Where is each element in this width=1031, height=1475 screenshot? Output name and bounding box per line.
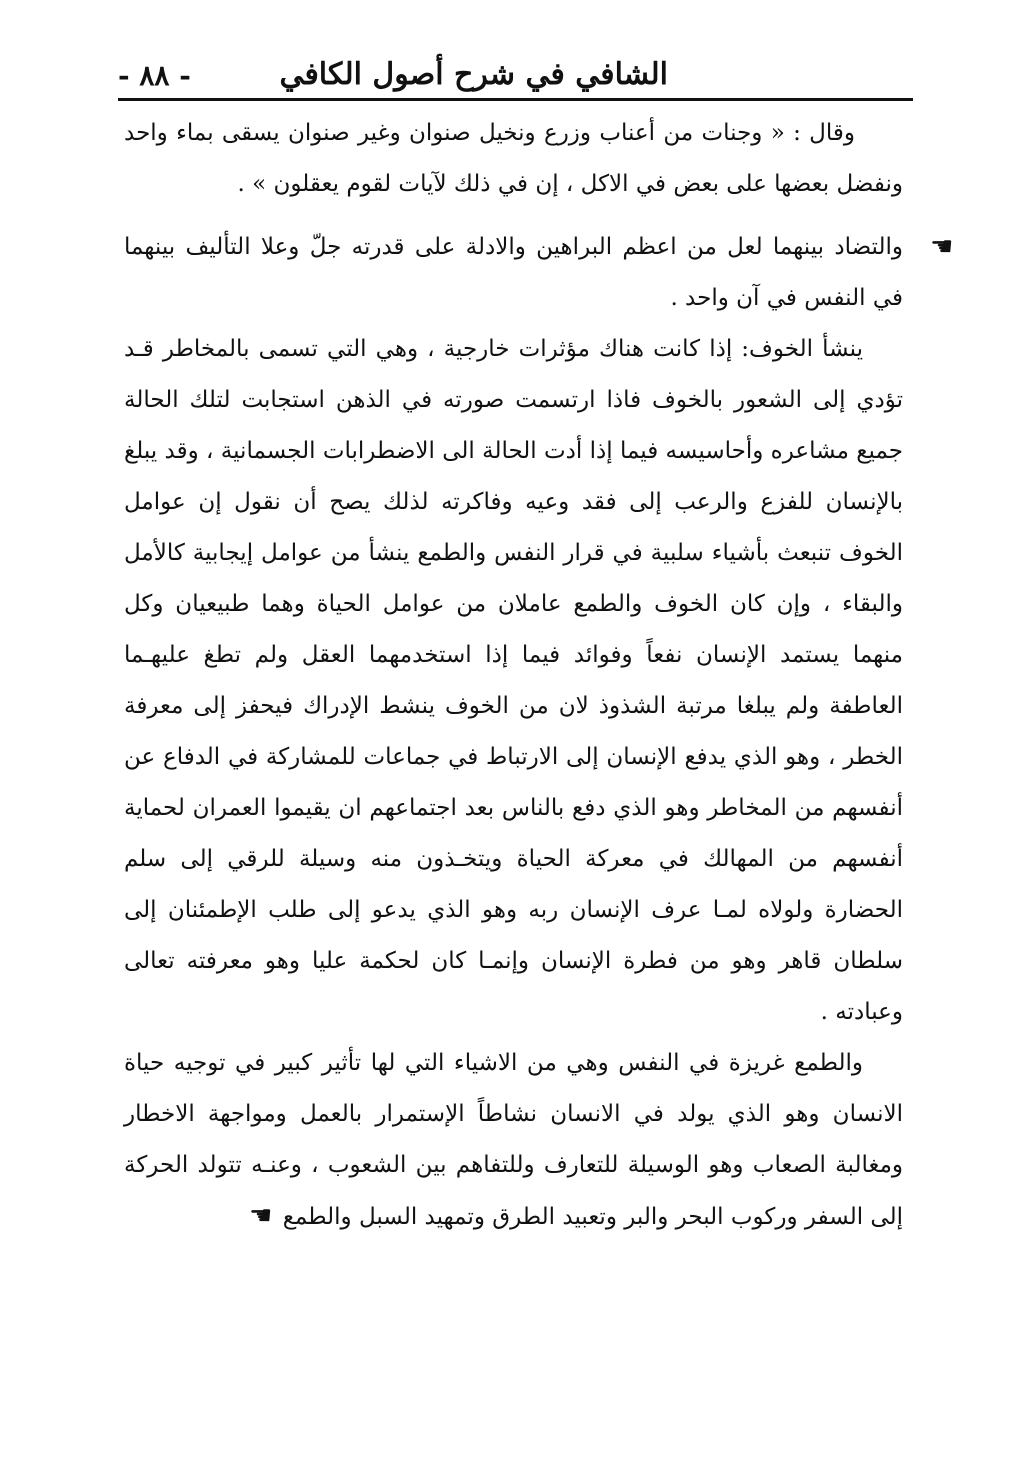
fear-paragraph: ينشأ الخوف: إذا كانت هناك مؤثرات خارجية ، وهي التي تسمى بالمخاطر قـد تؤدي إلى الشعور بالخوف فاذا ارتسمت صورته في الذهن استجابت لتلك الحالة جميع مشاعره وأحاسيسه فيما إذا أدت الحالة الى الاضطرابات الجسمانية ، وقد يبلغ بالإنسان للفزع والرعب إلى فقد وعيه وفاكرته لذلك يصح أن نقول إن عوامل الخوف تنبعث بأشياء سلبية في قرار النفس والطمع ينشأ من عوامل إيجابية كالأمل والبقاء ، وإن كان الخوف والطمع عاملان من عوامل الحياة وهما طبيعيان وكل منهما يستمد الإنسان نفعاً وفوائد فيما إذا استخدمهما العقل ولم تطغ عليهـما العاطفة ولم يبلغا مرتبة الشذوذ لان من الخوف ينشط الإدراك فيحفز إلى معرفة الخطر ، وهو الذي يدفع الإنسان إلى الارتباط في جماعات للمشاركة في الدفاع عن أنفسهم من المخاطر وهو الذي دفع بالناس بعد اجتماعهم ان يقيموا العمران لحماية أنفسهم من المهالك في معركة الحياة ويتخـذون منه وسيلة للرقي إلى سلم الحضارة ولولاه لمـا عرف الإنسان ربه وهو الذي يدعو إلى طلب الإطمئنان إلى سلطان قاهر وهو من فطرة الإنسان وإنمـا كان لحكمة عليا وهو معرفته تعالى وعبادته . [124, 336, 903, 1025]
running-title: الشافي في شرح أصول الكافي [279, 57, 668, 92]
pointing-hand-icon: ☛ [929, 232, 953, 262]
page-header [118, 40, 913, 92]
note-paragraph: والتضاد بينهما لعل من اعظم البراهين والادلة على قدرته جلّ وعلا التأليف بينهما في النفس في آن واحد . [124, 234, 903, 311]
quran-quote-paragraph: وقال : « وجنات من أعناب وزرع ونخيل صنوان وغير صنوان يسقى بماء واحد ونفضل بعضها على بعض في الاكل ، إن في ذلك لآيات لقوم يعقلون » . [124, 120, 903, 197]
continuation-hand-icon: ☛ [249, 1201, 273, 1231]
paragraph-gap [124, 210, 903, 222]
page-number: - ٨٨ - [118, 59, 191, 92]
page-body [124, 108, 953, 1243]
header-rule [118, 98, 913, 101]
greed-paragraph [124, 1038, 903, 1243]
greed-paragraph-text: والطمع غريزة في النفس وهي من الاشياء التي لها تأثير كبير في توجيه حياة الانسان وهو الذي يولد في الانسان نشاطاً الإستمرار بالعمل ومواجهة الاخطار ومغالبة الصعاب وهو الوسيلة للتعارف وللتفاهم بين الشعوب ، وعنـه تتولد الحركة إلى السفر وركوب البحر والبر وتعبيد الطرق وتمهيد السبل والطمع [124, 1050, 903, 1230]
note-block [124, 222, 953, 324]
